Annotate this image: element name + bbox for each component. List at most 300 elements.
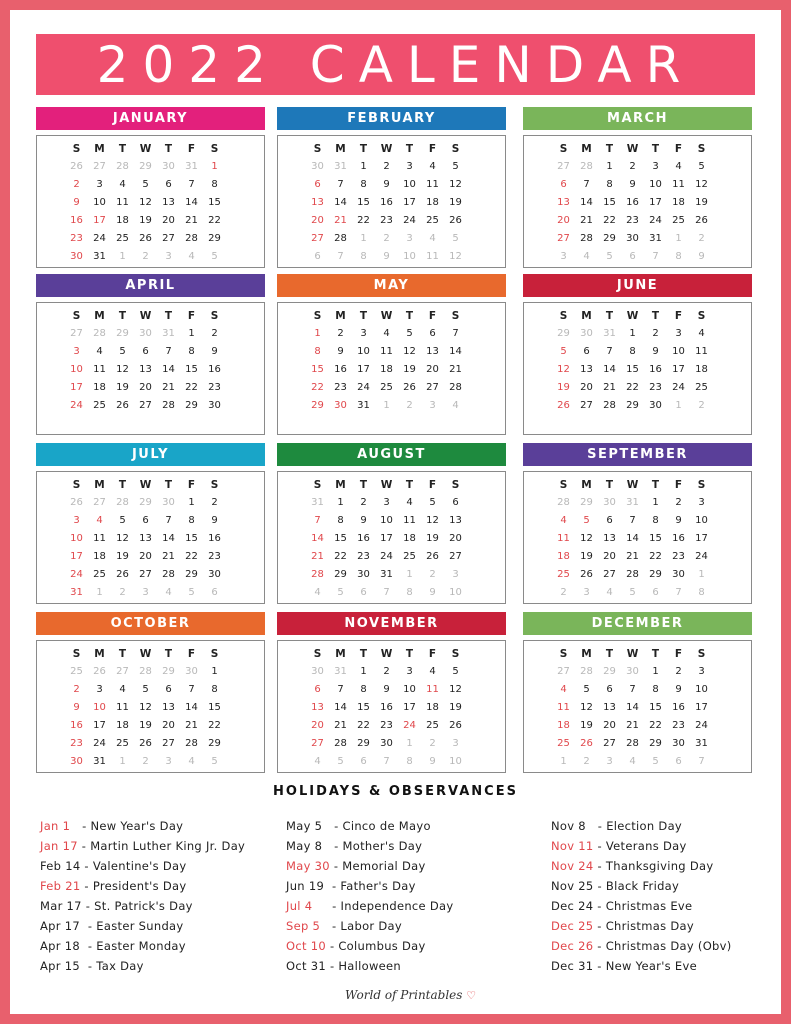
holiday-date: Nov 25 (551, 879, 594, 893)
day-cell: 28 (580, 233, 593, 244)
day-cell: 18 (93, 382, 106, 393)
day-cell: 23 (380, 720, 393, 731)
week-row (65, 663, 264, 681)
day-cell: 8 (629, 346, 636, 357)
day-cell: 13 (139, 364, 152, 375)
day-cell: 25 (426, 720, 439, 731)
weekday-label: W (380, 310, 393, 322)
day-cell: 21 (603, 382, 616, 393)
weekday-label: T (118, 143, 127, 155)
day-cell: 10 (449, 587, 462, 598)
day-cell: 3 (142, 587, 149, 598)
day-cell: 25 (403, 551, 416, 562)
day-cell: 13 (139, 533, 152, 544)
week-row (65, 230, 264, 248)
day-cell: 1 (211, 666, 218, 677)
holiday-name: - Martin Luther King Jr. Day (77, 839, 246, 853)
day-cell: 7 (165, 515, 172, 526)
day-cell: 13 (162, 702, 175, 713)
day-cell: 1 (314, 328, 321, 339)
day-cell: 22 (603, 215, 616, 226)
holiday-date: Jan 1 (40, 819, 79, 833)
day-cell: 1 (383, 400, 390, 411)
day-cell: 28 (449, 382, 462, 393)
day-cell: 8 (675, 251, 682, 262)
day-cell: 7 (337, 179, 344, 190)
day-cell: 15 (603, 197, 616, 208)
day-cell: 8 (360, 684, 367, 695)
holiday-name: - New Year's Eve (593, 959, 697, 973)
day-cell: 11 (426, 684, 439, 695)
day-cell: 2 (142, 251, 149, 262)
day-cell: 30 (626, 233, 639, 244)
day-cell: 31 (603, 328, 616, 339)
holiday-date: Apr 17 (40, 919, 80, 933)
day-cell: 30 (334, 400, 347, 411)
day-cell: 1 (675, 400, 682, 411)
weekday-header (552, 308, 751, 325)
day-cell: 17 (649, 197, 662, 208)
month-grid (277, 135, 506, 268)
day-cell: 27 (139, 569, 152, 580)
day-cell: 6 (629, 251, 636, 262)
day-cell: 21 (162, 382, 175, 393)
day-cell: 16 (649, 364, 662, 375)
day-cell: 28 (185, 233, 198, 244)
day-cell: 24 (403, 215, 416, 226)
day-cell: 25 (557, 569, 570, 580)
holiday-name: - Easter Monday (79, 939, 186, 953)
day-cell: 28 (557, 497, 570, 508)
day-cell: 11 (380, 346, 393, 357)
holiday-name: - St. Patrick's Day (81, 899, 193, 913)
day-cell: 17 (403, 197, 416, 208)
day-cell: 3 (698, 666, 705, 677)
weekday-label: T (405, 143, 414, 155)
day-cell: 4 (560, 684, 567, 695)
week-row (65, 397, 264, 415)
day-cell: 11 (557, 533, 570, 544)
holiday-name: - Christmas Eve (593, 899, 693, 913)
day-cell: 6 (452, 497, 459, 508)
day-cell: 26 (580, 569, 593, 580)
day-cell: 30 (357, 569, 370, 580)
month-may (277, 274, 506, 435)
week-row (306, 735, 505, 753)
page-title: 2022 CALENDAR (36, 34, 755, 95)
weekday-label: T (164, 479, 173, 491)
week-row (65, 699, 264, 717)
weekday-label: W (626, 143, 639, 155)
weekday-label: W (380, 648, 393, 660)
day-cell: 11 (426, 179, 439, 190)
holiday-name: - Memorial Day (329, 859, 426, 873)
day-cell: 6 (314, 179, 321, 190)
holiday-name: - Father's Day (324, 879, 416, 893)
day-cell: 5 (452, 161, 459, 172)
day-cell: 21 (626, 720, 639, 731)
day-cell: 14 (626, 533, 639, 544)
day-cell: 17 (70, 551, 83, 562)
day-cell: 26 (139, 738, 152, 749)
day-cell: 30 (162, 497, 175, 508)
day-cell: 25 (93, 400, 106, 411)
week-row (552, 494, 751, 512)
week-row (306, 176, 505, 194)
day-cell: 17 (672, 364, 685, 375)
day-cell: 20 (580, 382, 593, 393)
week-row (65, 548, 264, 566)
day-cell: 3 (452, 738, 459, 749)
day-cell: 6 (560, 179, 567, 190)
weekday-label: T (118, 310, 127, 322)
month-name: AUGUST (277, 443, 506, 466)
day-cell: 31 (185, 161, 198, 172)
day-cell: 29 (603, 233, 616, 244)
week-row (306, 512, 505, 530)
day-cell: 2 (675, 497, 682, 508)
day-cell: 9 (629, 179, 636, 190)
day-cell: 23 (70, 233, 83, 244)
day-cell: 1 (360, 233, 367, 244)
day-cell: 31 (334, 666, 347, 677)
day-cell: 31 (70, 587, 83, 598)
weekday-label: M (335, 479, 346, 491)
day-cell: 11 (93, 533, 106, 544)
day-cell: 13 (603, 533, 616, 544)
day-cell: 2 (429, 569, 436, 580)
day-cell: 8 (188, 346, 195, 357)
holiday-item (551, 856, 732, 876)
holiday-date: Jul 4 (286, 899, 317, 913)
day-cell: 15 (357, 702, 370, 713)
weekday-label: F (187, 310, 196, 322)
day-cell: 11 (672, 179, 685, 190)
day-cell: 18 (557, 551, 570, 562)
day-cell: 19 (695, 197, 708, 208)
day-cell: 17 (70, 382, 83, 393)
day-cell: 20 (162, 215, 175, 226)
holiday-name: - Black Friday (593, 879, 680, 893)
month-grid (523, 302, 752, 435)
week-row (306, 494, 505, 512)
day-cell: 18 (426, 197, 439, 208)
day-cell: 16 (380, 197, 393, 208)
day-cell: 30 (672, 738, 685, 749)
day-cell: 29 (162, 666, 175, 677)
day-cell: 10 (403, 684, 416, 695)
day-cell: 7 (583, 179, 590, 190)
day-cell: 1 (119, 251, 126, 262)
day-cell: 17 (380, 533, 393, 544)
day-cell: 31 (357, 400, 370, 411)
day-cell: 21 (626, 551, 639, 562)
holiday-name: - Valentine's Day (80, 859, 187, 873)
day-cell: 25 (557, 738, 570, 749)
day-cell: 3 (406, 161, 413, 172)
weekday-label: S (72, 143, 81, 155)
day-cell: 25 (93, 569, 106, 580)
day-cell: 16 (70, 215, 83, 226)
month-name: MARCH (523, 107, 752, 130)
day-cell: 19 (403, 364, 416, 375)
day-cell: 25 (695, 382, 708, 393)
month-grid (277, 302, 506, 435)
day-cell: 28 (580, 161, 593, 172)
day-cell: 10 (93, 702, 106, 713)
holiday-item (40, 956, 245, 976)
day-cell: 26 (93, 666, 106, 677)
holiday-item (551, 816, 732, 836)
day-cell: 7 (188, 179, 195, 190)
weekday-label: S (210, 648, 219, 660)
week-row (552, 584, 751, 602)
day-cell: 5 (211, 756, 218, 767)
day-cell: 17 (695, 702, 708, 713)
day-cell: 1 (652, 666, 659, 677)
day-cell: 20 (426, 364, 439, 375)
day-cell: 2 (211, 328, 218, 339)
day-cell: 17 (93, 720, 106, 731)
day-cell: 1 (629, 328, 636, 339)
week-row (306, 681, 505, 699)
day-cell: 19 (557, 382, 570, 393)
day-cell: 21 (580, 215, 593, 226)
day-cell: 16 (672, 533, 685, 544)
day-cell: 3 (165, 756, 172, 767)
day-cell: 7 (675, 587, 682, 598)
weekday-label: S (697, 648, 706, 660)
day-cell: 7 (314, 515, 321, 526)
week-row (306, 584, 505, 602)
weekday-header (306, 141, 505, 158)
day-cell: 4 (119, 684, 126, 695)
day-cell: 15 (185, 364, 198, 375)
day-cell: 26 (403, 382, 416, 393)
weekday-label: S (210, 310, 219, 322)
week-row (552, 699, 751, 717)
holiday-item (40, 896, 245, 916)
day-cell: 3 (383, 497, 390, 508)
week-row (552, 343, 751, 361)
weekday-label: F (674, 479, 683, 491)
day-cell: 16 (208, 364, 221, 375)
day-cell: 3 (675, 328, 682, 339)
week-row (306, 548, 505, 566)
day-cell: 6 (314, 684, 321, 695)
day-cell: 20 (557, 215, 570, 226)
holiday-date: Jan 17 (40, 839, 78, 853)
month-grid (36, 135, 265, 268)
holiday-name: - New Year's Day (78, 819, 184, 833)
weekday-label: S (451, 479, 460, 491)
day-cell: 24 (672, 382, 685, 393)
day-cell: 20 (139, 382, 152, 393)
day-cell: 3 (360, 328, 367, 339)
day-cell: 24 (695, 551, 708, 562)
weekday-label: M (581, 479, 592, 491)
day-cell: 8 (698, 587, 705, 598)
weekday-label: T (651, 143, 660, 155)
day-cell: 24 (357, 382, 370, 393)
day-cell: 20 (603, 551, 616, 562)
day-cell: 21 (334, 720, 347, 731)
day-cell: 6 (165, 684, 172, 695)
day-cell: 29 (626, 400, 639, 411)
day-cell: 11 (116, 197, 129, 208)
day-cell: 2 (211, 497, 218, 508)
weekday-header (306, 477, 505, 494)
day-cell: 29 (185, 569, 198, 580)
month-september (523, 443, 752, 604)
holiday-name: - Christmas Day (Obv) (593, 939, 732, 953)
day-cell: 30 (208, 569, 221, 580)
day-cell: 6 (360, 587, 367, 598)
day-cell: 12 (449, 179, 462, 190)
day-cell: 3 (96, 684, 103, 695)
holiday-date: Dec 25 (551, 919, 594, 933)
weekday-label: S (697, 143, 706, 155)
day-cell: 14 (449, 346, 462, 357)
week-row (65, 212, 264, 230)
weekday-label: T (605, 479, 614, 491)
week-row (306, 530, 505, 548)
day-cell: 26 (449, 720, 462, 731)
week-row (306, 753, 505, 771)
day-cell: 12 (449, 684, 462, 695)
month-grid (523, 471, 752, 604)
weekday-label: T (405, 310, 414, 322)
day-cell: 13 (162, 197, 175, 208)
holiday-date: May 5 (286, 819, 327, 833)
day-cell: 29 (185, 400, 198, 411)
day-cell: 6 (675, 756, 682, 767)
holiday-item (40, 816, 245, 836)
weekday-label: T (359, 648, 368, 660)
day-cell: 1 (406, 569, 413, 580)
week-row (552, 194, 751, 212)
week-row (306, 361, 505, 379)
day-cell: 20 (449, 533, 462, 544)
weekday-label: W (380, 143, 393, 155)
holiday-item (286, 856, 453, 876)
weekday-header (65, 141, 264, 158)
weekday-label: M (581, 143, 592, 155)
day-cell: 10 (357, 346, 370, 357)
day-cell: 29 (580, 497, 593, 508)
day-cell: 5 (211, 251, 218, 262)
month-grid (36, 302, 265, 435)
day-cell: 27 (557, 233, 570, 244)
day-cell: 24 (380, 551, 393, 562)
week-row (306, 194, 505, 212)
day-cell: 2 (429, 738, 436, 749)
holiday-name: - Easter Sunday (79, 919, 184, 933)
weekday-label: W (626, 479, 639, 491)
day-cell: 15 (626, 364, 639, 375)
day-cell: 30 (162, 161, 175, 172)
weekday-label: S (451, 143, 460, 155)
day-cell: 6 (583, 346, 590, 357)
day-cell: 2 (337, 328, 344, 339)
day-cell: 9 (698, 251, 705, 262)
month-name: FEBRUARY (277, 107, 506, 130)
day-cell: 10 (70, 364, 83, 375)
week-row (552, 248, 751, 266)
day-cell: 4 (452, 400, 459, 411)
day-cell: 13 (580, 364, 593, 375)
calendar-page (10, 10, 781, 1014)
weekday-label: F (428, 143, 437, 155)
day-cell: 6 (165, 179, 172, 190)
weekday-label: F (674, 143, 683, 155)
day-cell: 27 (603, 569, 616, 580)
day-cell: 21 (185, 215, 198, 226)
day-cell: 5 (583, 515, 590, 526)
day-cell: 26 (70, 161, 83, 172)
day-cell: 22 (357, 720, 370, 731)
week-row (65, 717, 264, 735)
day-cell: 1 (360, 666, 367, 677)
day-cell: 4 (429, 666, 436, 677)
day-cell: 16 (380, 702, 393, 713)
day-cell: 27 (311, 738, 324, 749)
weekday-label: T (359, 310, 368, 322)
holiday-item (40, 916, 245, 936)
day-cell: 23 (672, 551, 685, 562)
day-cell: 23 (380, 215, 393, 226)
day-cell: 29 (139, 497, 152, 508)
day-cell: 12 (426, 515, 439, 526)
day-cell: 29 (139, 161, 152, 172)
day-cell: 31 (334, 161, 347, 172)
holiday-name: - Columbus Day (325, 939, 426, 953)
month-grid (36, 471, 265, 604)
day-cell: 23 (626, 215, 639, 226)
day-cell: 8 (360, 251, 367, 262)
holiday-name: - Tax Day (79, 959, 144, 973)
weekday-label: W (139, 310, 152, 322)
day-cell: 27 (557, 161, 570, 172)
weekday-label: T (651, 479, 660, 491)
week-row (65, 753, 264, 771)
day-cell: 27 (139, 400, 152, 411)
weekday-label: S (559, 648, 568, 660)
day-cell: 2 (629, 161, 636, 172)
day-cell: 6 (606, 515, 613, 526)
day-cell: 2 (383, 666, 390, 677)
week-row (552, 212, 751, 230)
day-cell: 12 (580, 702, 593, 713)
day-cell: 29 (357, 738, 370, 749)
weekday-label: S (451, 648, 460, 660)
day-cell: 6 (211, 587, 218, 598)
week-row (306, 663, 505, 681)
day-cell: 14 (334, 197, 347, 208)
week-row (65, 325, 264, 343)
month-january (36, 107, 265, 268)
day-cell: 2 (675, 666, 682, 677)
weekday-label: T (651, 310, 660, 322)
week-row (306, 248, 505, 266)
day-cell: 17 (403, 702, 416, 713)
day-cell: 8 (406, 587, 413, 598)
day-cell: 9 (360, 515, 367, 526)
day-cell: 22 (357, 215, 370, 226)
day-cell: 26 (695, 215, 708, 226)
month-name: MAY (277, 274, 506, 297)
day-cell: 2 (652, 328, 659, 339)
